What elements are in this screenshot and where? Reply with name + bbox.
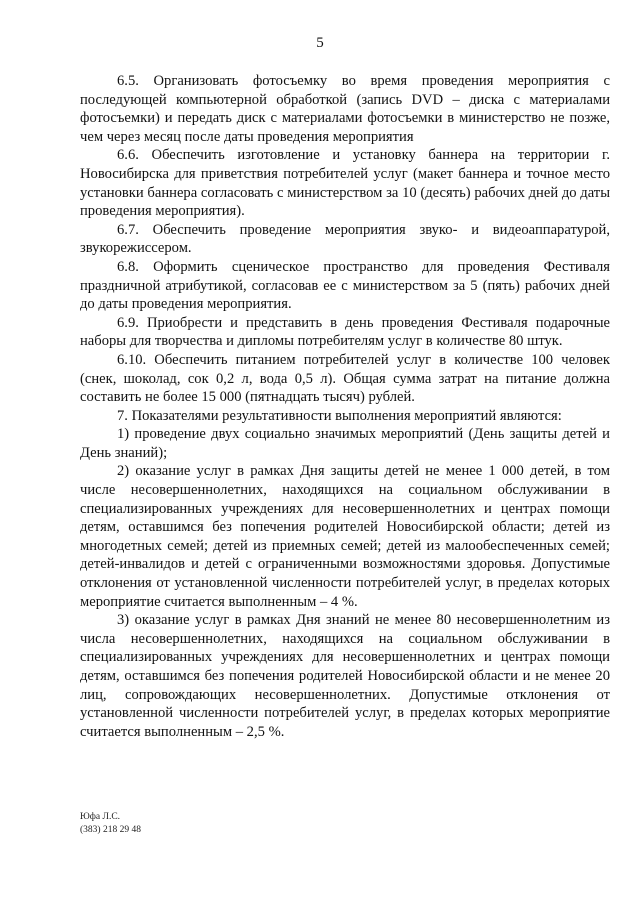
paragraph-6-5: 6.5. Организовать фотосъемку во время проведения мероприятия с последующей компьютерной обработкой (запись DVD – диска с материалами фотосъемки) и передать диск с материалами фотосъемки в министерство не позже, чем через месяц после даты проведения мероприятия [80, 73, 610, 145]
paragraph-6-10: 6.10. Обеспечить питанием потребителей услуг в количестве 100 человек (снек, шоколад, сок 0,2 л, вода 0,5 л). Общая сумма затрат на питание должна составить не более 15 000 (пятнадцать тысяч) рублей. [80, 351, 610, 406]
document-body [80, 72, 610, 741]
paragraph-6-9: 6.9. Приобрести и представить в день проведения Фестиваля подарочные наборы для творчества и дипломы потребителям услуг в количестве 80 штук. [80, 314, 610, 350]
document-footer [80, 811, 141, 837]
paragraph-6-7: 6.7. Обеспечить проведение мероприятия звуко- и видеоаппаратурой, звукорежиссером. [80, 221, 610, 257]
paragraph-7-1: 1) проведение двух социально значимых мероприятий (День защиты детей и День знаний); [80, 426, 610, 461]
author-name: Юфа Л.С. [80, 812, 121, 822]
page-number: 5 [316, 35, 324, 51]
paragraph-6-8: 6.8. Оформить сценическое пространство для проведения Фестиваля праздничной атрибутикой, согласовав ее с министерством за 5 (пять) рабочих дней до даты проведения мероприятия. [80, 258, 610, 313]
author-phone: (383) 218 29 48 [80, 825, 141, 835]
paragraph-7: 7. Показателями результативности выполнения мероприятий являются: [117, 407, 562, 424]
paragraph-7-2: 2) оказание услуг в рамках Дня защиты детей не менее 1 000 детей, в том числе несовершеннолетних, находящихся на социальном обслуживании в специализированных учреждениях для несовершеннолетних и центрах помощи детям, оставшимся без попечения родителей Новосибирской области; детей из многодетных семей; детей из приемных семей; детей из малообеспеченных семей; детей-инвалидов и детей с ограниченными возможностями здоровья. Допустимые отклонения от установленной численности потребителей услуг, в пределах которых мероприятие считается выполненным – 4 %. [80, 463, 610, 610]
paragraph-6-6: 6.6. Обеспечить изготовление и установку баннера на территории г. Новосибирска для приветствия потребителей услуг (макет баннера и точное место установки баннера согласовать с министерством за 10 (десять) рабочих дней до даты проведения мероприятия). [80, 147, 610, 220]
paragraph-7-3: 3) оказание услуг в рамках Дня знаний не менее 80 несовершеннолетним из числа несовершеннолетних, находящихся на социальном обслуживании в специализированных учреждениях для несовершеннолетних и центрах помощи детям, оставшимся без попечения родителей Новосибирской области и не менее 20 лиц, сопровождающих несовершеннолетних. Допустимые отклонения от установленной численности потребителей услуг, в пределах которых мероприятие считается выполненным – 2,5 %. [80, 612, 610, 740]
